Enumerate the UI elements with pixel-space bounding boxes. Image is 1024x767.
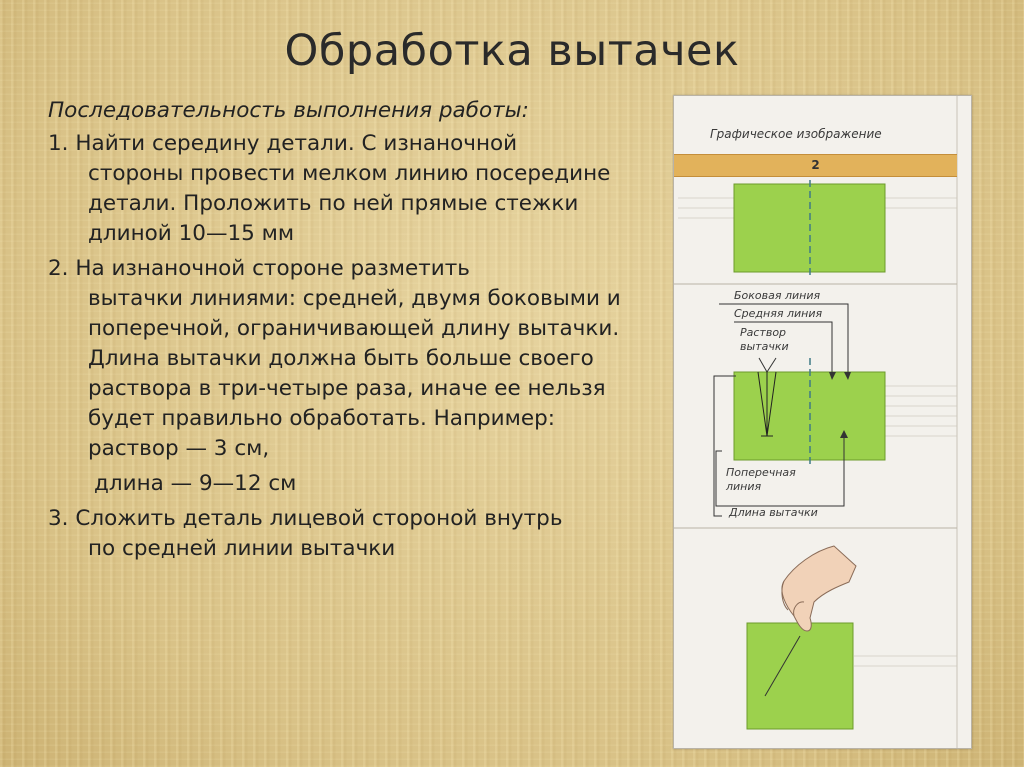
side-line-label: Боковая линия bbox=[734, 289, 821, 302]
step-1-text: стороны провести мелком линию посередине детали. Проложить по ней прямые стежки длиной 10—15 мм bbox=[88, 161, 611, 246]
step-3-lead: 3. Сложить деталь лицевой стороной внутрь bbox=[48, 506, 563, 531]
cross-line-label-1: Поперечная bbox=[726, 466, 796, 479]
step-3-text: по средней линии вытачки bbox=[88, 536, 396, 561]
dart-opening-label-2: вытачки bbox=[740, 340, 789, 353]
cross-line-label-2: линия bbox=[726, 480, 762, 493]
slide-body bbox=[48, 96, 648, 569]
slide-title: Обработка вытачек bbox=[284, 26, 740, 76]
step-1-lead: 1. Найти середину детали. С изнаночной bbox=[48, 131, 518, 156]
work-sequence-subtitle: Последовательность выполнения работы: bbox=[48, 98, 529, 123]
step-3 bbox=[48, 504, 648, 564]
dart-opening-label-1: Раствор bbox=[740, 326, 787, 339]
hand-illustration bbox=[782, 546, 856, 631]
dart-length-label: Длина вытачки bbox=[729, 506, 818, 519]
graphic-image-header: Графическое изображение bbox=[710, 127, 882, 141]
step-2-text: вытачки линиями: средней, двумя боковыми и поперечной, ограничивающей длину вытачки. Длина вытачки должна быть больше своего раствора в три-четыре раза, иначе ее нельзя будет правильно обработать. Например: раствор — 3 см, bbox=[88, 286, 621, 461]
step-2 bbox=[48, 254, 648, 499]
section-number-band: 2 bbox=[674, 154, 957, 177]
folded-fabric bbox=[747, 623, 853, 729]
step-1 bbox=[48, 129, 648, 249]
middle-line-label: Средняя линия bbox=[734, 307, 823, 320]
illustration-drawing bbox=[674, 96, 971, 748]
textbook-illustration bbox=[673, 95, 972, 749]
step-2-example-length: длина — 9—12 см bbox=[94, 471, 297, 496]
step-2-lead: 2. На изнаночной стороне разметить bbox=[48, 256, 470, 281]
